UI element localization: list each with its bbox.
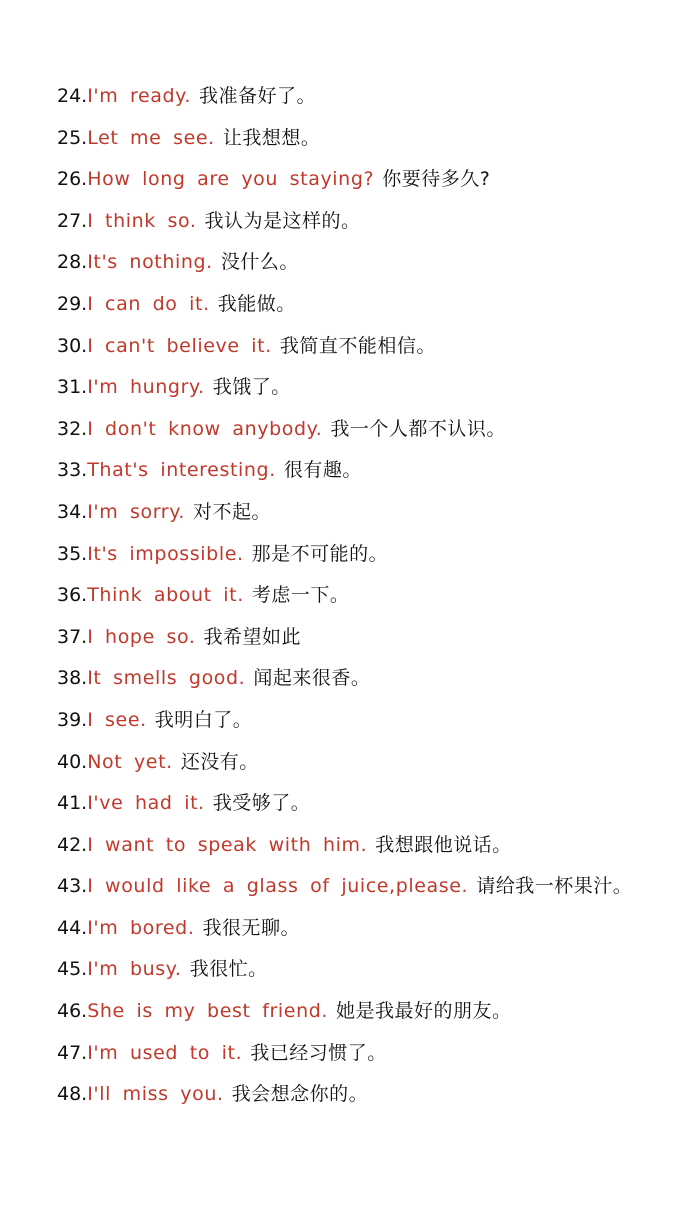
english-phrase: I'm busy. — [87, 958, 182, 981]
phrase-number: 46. — [57, 1000, 88, 1023]
chinese-translation: 我想跟他说话。 — [375, 833, 512, 856]
phrase-number: 44. — [57, 916, 88, 939]
phrase-row — [57, 955, 677, 997]
english-phrase: It smells good. — [87, 667, 246, 690]
phrase-number: 38. — [57, 667, 88, 690]
english-phrase: I want to speak with him. — [87, 833, 368, 856]
chinese-translation: 让我想想。 — [222, 126, 321, 149]
phrase-number: 41. — [57, 792, 88, 815]
chinese-translation: 没什么。 — [220, 251, 299, 274]
chinese-translation: 还没有。 — [180, 750, 259, 773]
phrase-number: 39. — [57, 708, 88, 731]
phrase-row — [57, 997, 677, 1039]
english-phrase: I see. — [87, 708, 147, 731]
phrase-number: 35. — [57, 542, 88, 565]
english-phrase: It's nothing. — [87, 251, 213, 274]
phrase-number: 24. — [57, 85, 88, 107]
english-phrase: Think about it. — [87, 584, 244, 607]
phrase-row — [57, 165, 677, 207]
english-phrase: I'm hungry. — [87, 376, 205, 399]
english-phrase: I'm bored. — [87, 916, 195, 939]
phrase-number: 37. — [57, 625, 88, 648]
phrase-number: 40. — [57, 750, 88, 773]
chinese-translation: 她是我最好的朋友。 — [336, 1000, 512, 1023]
english-phrase: I'll miss you. — [87, 1083, 224, 1106]
chinese-translation: 你要待多久? — [382, 168, 491, 191]
chinese-translation: 很有趣。 — [283, 459, 362, 482]
phrase-number: 25. — [57, 126, 88, 149]
phrase-row — [57, 748, 677, 790]
phrase-row — [57, 248, 677, 290]
phrase-number: 31. — [57, 376, 88, 399]
phrase-row — [57, 290, 677, 332]
phrase-number: 30. — [57, 334, 88, 357]
phrase-number: 28. — [57, 251, 88, 274]
chinese-translation: 我会想念你的。 — [231, 1083, 369, 1106]
phrase-number: 43. — [57, 875, 88, 898]
english-phrase: I can't believe it. — [87, 334, 272, 357]
phrase-row — [57, 914, 677, 956]
phrase-row — [57, 623, 677, 665]
phrase-row — [57, 872, 677, 914]
phrase-row — [57, 82, 677, 124]
phrase-row — [57, 831, 677, 873]
chinese-translation: 对不起。 — [192, 500, 271, 523]
phrase-number: 45. — [57, 958, 88, 981]
english-phrase: I can do it. — [87, 292, 210, 315]
phrase-row — [57, 498, 677, 540]
phrase-row — [57, 332, 677, 374]
chinese-translation: 考虑一下。 — [251, 584, 350, 607]
phrase-number: 27. — [57, 209, 88, 232]
chinese-translation: 那是不可能的。 — [251, 542, 389, 565]
phrase-number: 32. — [57, 417, 88, 440]
phrase-row — [57, 124, 677, 166]
phrase-row — [57, 664, 677, 706]
phrase-number: 36. — [57, 584, 88, 607]
chinese-translation: 我明白了。 — [154, 708, 253, 731]
chinese-translation: 我很无聊。 — [202, 916, 300, 939]
phrase-number: 26. — [57, 168, 88, 191]
phrase-list — [57, 82, 677, 1122]
phrase-row — [57, 373, 677, 415]
phrase-number: 29. — [57, 292, 88, 315]
english-phrase: Not yet. — [87, 750, 173, 773]
chinese-translation: 我准备好了。 — [198, 85, 316, 107]
english-phrase: I don't know anybody. — [87, 417, 323, 440]
english-phrase: How long are you staying? — [87, 168, 375, 191]
english-phrase: I would like a glass of juice,please. — [87, 875, 469, 898]
phrase-row — [57, 581, 677, 623]
phrase-row — [57, 540, 677, 582]
english-phrase: I'm sorry. — [87, 500, 185, 523]
phrase-number: 48. — [57, 1083, 88, 1106]
chinese-translation: 我饿了。 — [212, 376, 291, 399]
english-phrase: It's impossible. — [87, 542, 244, 565]
phrase-number: 33. — [57, 459, 88, 482]
chinese-translation: 请给我一杯果汁。 — [476, 875, 633, 898]
english-phrase: I think so. — [87, 209, 197, 232]
chinese-translation: 我很忙。 — [189, 958, 268, 981]
chinese-translation: 我一个人都不认识。 — [330, 417, 506, 440]
phrase-row — [57, 415, 677, 457]
phrase-row — [57, 456, 677, 498]
chinese-translation: 我认为是这样的。 — [204, 209, 361, 232]
chinese-translation: 我能做。 — [217, 292, 296, 315]
chinese-translation: 我简直不能相信。 — [279, 334, 436, 357]
english-phrase: I've had it. — [87, 792, 205, 815]
english-phrase: That's interesting. — [87, 459, 276, 482]
phrase-row — [57, 789, 677, 831]
phrase-row — [57, 1039, 677, 1081]
phrase-row — [57, 1080, 677, 1122]
english-phrase: Let me see. — [87, 126, 215, 149]
chinese-translation: 我希望如此 — [203, 625, 302, 648]
chinese-translation: 闻起来很香。 — [253, 667, 371, 690]
phrase-row — [57, 706, 677, 748]
english-phrase: I'm used to it. — [87, 1041, 243, 1064]
english-phrase: I hope so. — [87, 625, 196, 648]
phrase-number: 34. — [57, 500, 88, 523]
phrase-number: 42. — [57, 833, 88, 856]
chinese-translation: 我受够了。 — [212, 792, 311, 815]
phrase-number: 47. — [57, 1041, 88, 1064]
phrase-row — [57, 207, 677, 249]
english-phrase: She is my best friend. — [87, 1000, 329, 1023]
chinese-translation: 我已经习惯了。 — [250, 1041, 387, 1064]
english-phrase: I'm ready. — [87, 85, 191, 107]
